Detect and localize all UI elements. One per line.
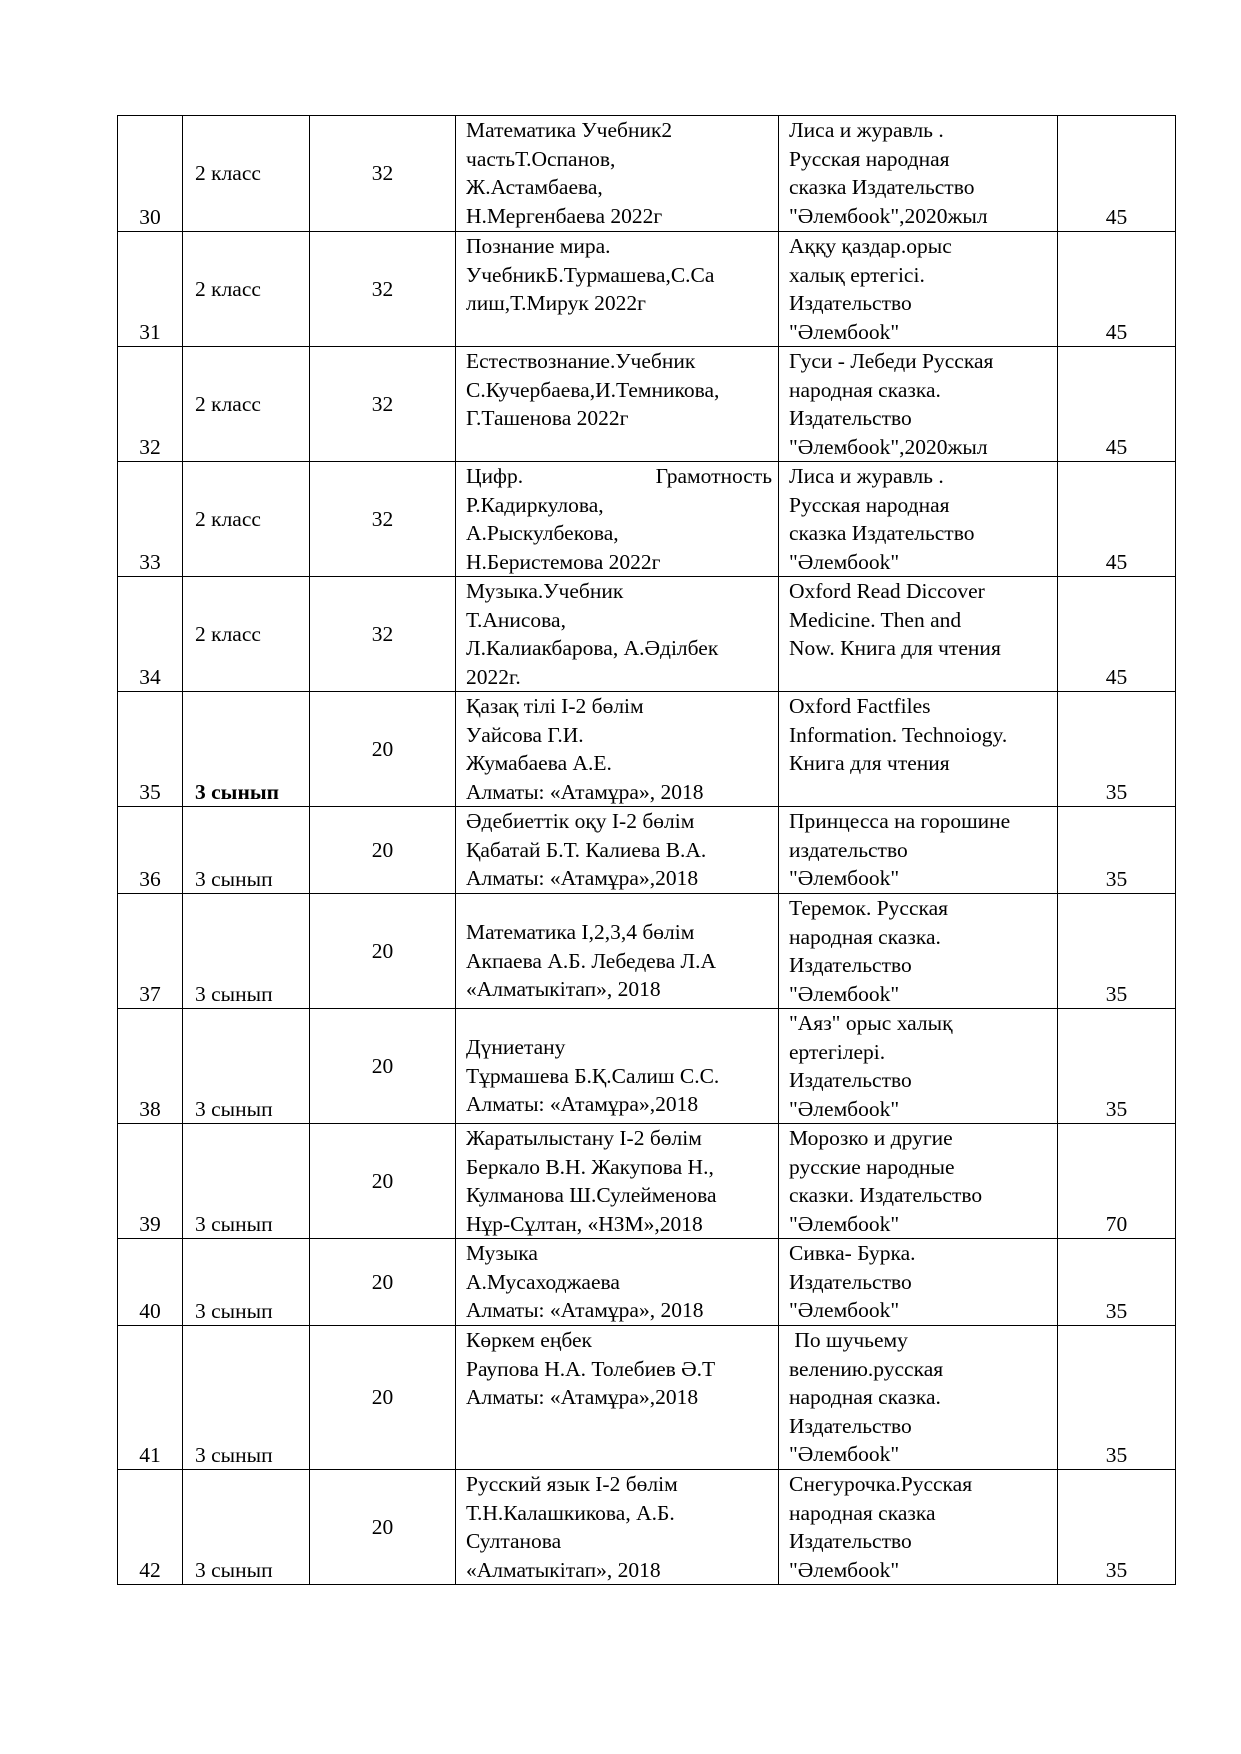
row-number: 30 [118,116,183,232]
reading-book-line: сказки. Издательство [789,1183,983,1207]
textbook-line: Нұр-Сұлтан, «НЗМ»,2018 [466,1211,703,1236]
row-number: 38 [118,1009,183,1124]
row-textbook [456,577,779,692]
reading-book-line: издательство [789,837,908,862]
row-count: 35 [1058,692,1176,807]
row-reading-book [779,692,1058,807]
reading-book-line: Снегурочка.Русская [789,1472,973,1496]
row-reading-book [779,894,1058,1009]
row-reading-book [779,1009,1058,1124]
textbook-line: Қазақ тілі І-2 бөлім [466,694,644,718]
reading-book-line: Information. Technoiogy. [789,722,1008,747]
row-count: 70 [1058,1124,1176,1239]
textbook-line: Алматы: «Атамұра»,2018 [466,1092,699,1116]
reading-book-line: "Әлембook" [789,866,900,890]
reading-book-line: сказка Издательство [789,521,975,545]
textbook-line: Естествознание.Учебник [466,349,696,373]
textbook-line: Н.Мергенбаева 2022г [466,203,663,228]
reading-book-line: Издательство [789,1413,912,1438]
reading-book-line: ертегілері. [789,1039,886,1064]
row-number: 37 [118,894,183,1009]
table-row [118,347,1176,462]
row-number: 33 [118,462,183,577]
reading-book-line: Русская народная [789,492,950,517]
row-grade: 3 сынып [183,1009,310,1124]
reading-book-line: Сивка- Бурка. [789,1241,916,1265]
row-grade: 3 сынып [183,894,310,1009]
row-reading-book [779,462,1058,577]
reading-book-line: "Әлембook" [789,549,900,574]
reading-book-line: Лиса и журавль . [789,464,944,488]
books-table [117,115,1176,1585]
textbook-line: Н.Беристемова 2022г [466,549,661,574]
textbook-line: Дүниетану [466,1035,566,1059]
row-grade: 3 сынып [183,1239,310,1326]
textbook-line: Кулманова Ш.Сулейменова [466,1183,717,1207]
row-grade: 3 сынып [183,1470,310,1585]
row-reading-book [779,1470,1058,1585]
row-textbook [456,1326,779,1470]
row-number: 34 [118,577,183,692]
reading-book-line: халық ертегісі. [789,262,925,287]
reading-book-line: сказка Издательство [789,175,975,199]
reading-book-line: "Әлембook" [789,1298,900,1322]
reading-book-line: "Әлембook" [789,1442,900,1466]
reading-book-line: Издательство [789,1529,912,1553]
books-table-body [118,116,1176,1585]
textbook-line: Л.Калиакбарова, А.Әділбек [466,636,719,660]
row-textbook [456,692,779,807]
textbook-line: Т.Анисова, [466,607,566,632]
textbook-line: Жумабаева А.Е. [466,751,612,775]
row-hours: 20 [310,894,456,1009]
row-hours: 20 [310,1239,456,1326]
row-hours: 20 [310,807,456,894]
row-textbook [456,116,779,232]
table-row [118,692,1176,807]
reading-book-line: народная сказка [789,1500,936,1525]
table-row [118,116,1176,232]
row-textbook [456,462,779,577]
row-grade [183,692,310,807]
row-reading-book [779,1124,1058,1239]
reading-book-line: Морозко и другие [789,1126,953,1150]
textbook-line: С.Кучербаева,И.Темникова, [466,377,720,402]
row-grade: 2 класс [183,462,310,577]
row-textbook [456,1239,779,1326]
reading-book-line: "Әлембook" [789,981,900,1006]
table-row [118,1239,1176,1326]
textbook-line: Русский язык І-2 бөлім [466,1472,678,1496]
row-grade: 3 сынып [183,807,310,894]
textbook-line: «Алматыкітап», 2018 [466,1557,661,1582]
reading-book-line: Лиса и журавль . [789,118,944,142]
textbook-word: Грамотность [655,464,772,488]
row-hours: 32 [310,462,456,577]
row-grade: 2 класс [183,577,310,692]
row-count: 35 [1058,1326,1176,1470]
row-hours: 32 [310,232,456,347]
textbook-line: частьТ.Оспанов, [466,146,616,171]
row-hours: 20 [310,1326,456,1470]
reading-book-line: "Әлембook",2020жыл [789,203,988,228]
textbook-line: Познание мира. [466,234,611,258]
row-reading-book [779,1326,1058,1470]
textbook-line: Алматы: «Атамұра»,2018 [466,1385,699,1409]
row-number: 31 [118,232,183,347]
row-textbook [456,807,779,894]
row-reading-book [779,116,1058,232]
textbook-line: Жаратылыстану І-2 бөлім [466,1126,702,1150]
textbook-line: Алматы: «Атамұра», 2018 [466,779,704,804]
table-row [118,1470,1176,1585]
row-hours: 20 [310,1124,456,1239]
textbook-line: Алматы: «Атамұра»,2018 [466,866,699,890]
row-reading-book [779,347,1058,462]
row-reading-book [779,232,1058,347]
reading-book-line: Гуси - Лебеди Русская [789,349,994,373]
textbook-line: Әдебиеттік оқу І-2 бөлім [466,809,695,833]
reading-book-line: "Әлембook" [789,1211,900,1236]
row-number: 40 [118,1239,183,1326]
table-row [118,1009,1176,1124]
textbook-line: Музыка.Учебник [466,579,624,603]
textbook-line: Көркем еңбек [466,1328,592,1352]
row-hours: 20 [310,692,456,807]
reading-book-line: народная сказка. [789,1385,941,1409]
row-number: 32 [118,347,183,462]
row-number: 41 [118,1326,183,1470]
reading-book-line: "Әлембook" [789,1557,900,1582]
reading-book-line: Издательство [789,1269,912,1294]
row-count: 35 [1058,1239,1176,1326]
reading-book-line: "Әлембook" [789,319,900,344]
row-reading-book [779,807,1058,894]
row-count: 45 [1058,462,1176,577]
textbook-line: Султанова [466,1529,562,1553]
textbook-line: Қабатай Б.Т. Калиева В.А. [466,837,707,862]
table-row [118,807,1176,894]
row-grade: 2 класс [183,116,310,232]
reading-book-line: Издательство [789,1068,912,1092]
reading-book-line: народная сказка. [789,377,941,402]
textbook-line: лиш,Т.Мирук 2022г [466,291,646,315]
textbook-line: Музыка [466,1241,538,1265]
row-grade: 2 класс [183,347,310,462]
textbook-line: «Алматыкітап», 2018 [466,977,661,1001]
reading-book-line: Издательство [789,406,912,430]
table-row [118,894,1176,1009]
row-reading-book [779,1239,1058,1326]
row-textbook [456,1470,779,1585]
row-hours: 20 [310,1470,456,1585]
reading-book-line: Oxford Factfiles [789,694,931,718]
reading-book-line: Теремок. Русская [789,896,949,920]
row-hours: 32 [310,577,456,692]
textbook-line: 2022г. [466,664,521,689]
row-textbook [456,232,779,347]
reading-book-line: Издательство [789,291,912,315]
reading-book-line: Oxford Read Diccover [789,579,985,603]
textbook-line: Тұрмашева Б.Қ.Салиш С.С. [466,1063,720,1088]
row-hours: 20 [310,1009,456,1124]
textbook-line: Ж.Астамбаева, [466,175,603,199]
row-number: 36 [118,807,183,894]
textbook-line [466,462,772,491]
table-row [118,1326,1176,1470]
textbook-line: Алматы: «Атамұра», 2018 [466,1298,704,1322]
row-hours: 32 [310,116,456,232]
textbook-line: Математика Учебник2 [466,118,673,142]
textbook-line: Акпаева А.Б. Лебедева Л.А [466,948,716,973]
row-count: 45 [1058,232,1176,347]
row-hours: 32 [310,347,456,462]
reading-book-line: народная сказка. [789,924,941,949]
row-textbook [456,894,779,1009]
reading-book-line: Книга для чтения [789,751,950,775]
textbook-word: Цифр. [466,464,524,488]
reading-book-line: "Аяз" орыс халық [789,1011,953,1035]
reading-book-line: "Әлембook" [789,1096,900,1121]
row-reading-book [779,577,1058,692]
row-count: 45 [1058,116,1176,232]
reading-book-line: Издательство [789,953,912,977]
row-textbook [456,1009,779,1124]
table-row [118,232,1176,347]
reading-book-line: Аққу қаздар.орыс [789,234,952,258]
textbook-line: Р.Кадиркулова, [466,492,604,517]
textbook-line: Т.Н.Калашкикова, А.Б. [466,1500,675,1525]
row-grade-bold: 3 сынып [195,779,280,804]
row-number: 35 [118,692,183,807]
textbook-line: А.Рыскулбекова, [466,521,619,545]
reading-book-line: По шучьему [789,1328,908,1352]
table-row [118,577,1176,692]
table-row [118,462,1176,577]
row-grade: 3 сынып [183,1124,310,1239]
row-count: 45 [1058,577,1176,692]
row-textbook [456,1124,779,1239]
reading-book-line: велению.русская [789,1356,944,1381]
textbook-line: А.Мусаходжаева [466,1269,620,1294]
textbook-line: Г.Ташенова 2022г [466,406,629,430]
textbook-line: Математика І,2,3,4 бөлім [466,920,695,944]
row-number: 39 [118,1124,183,1239]
row-count: 35 [1058,1470,1176,1585]
row-count: 35 [1058,894,1176,1009]
reading-book-line: Принцесса на горошине [789,809,1011,833]
reading-book-line: "Әлембook",2020жыл [789,434,988,459]
row-grade: 3 сынып [183,1326,310,1470]
textbook-line: Беркало В.Н. Жакупова Н., [466,1154,714,1179]
row-count: 45 [1058,347,1176,462]
reading-book-line: Русская народная [789,146,950,171]
row-number: 42 [118,1470,183,1585]
textbook-line: Уайсова Г.И. [466,722,584,747]
reading-book-line: русские народные [789,1154,955,1179]
textbook-line: Раупова Н.А. Толебиев Ә.Т [466,1356,716,1381]
row-count: 35 [1058,1009,1176,1124]
row-count: 35 [1058,807,1176,894]
row-grade: 2 класс [183,232,310,347]
reading-book-line: Now. Книга для чтения [789,636,1001,660]
textbook-line: УчебникБ.Турмашева,С.Са [466,262,715,287]
reading-book-line: Medicine. Then and [789,607,962,632]
row-textbook [456,347,779,462]
table-row [118,1124,1176,1239]
